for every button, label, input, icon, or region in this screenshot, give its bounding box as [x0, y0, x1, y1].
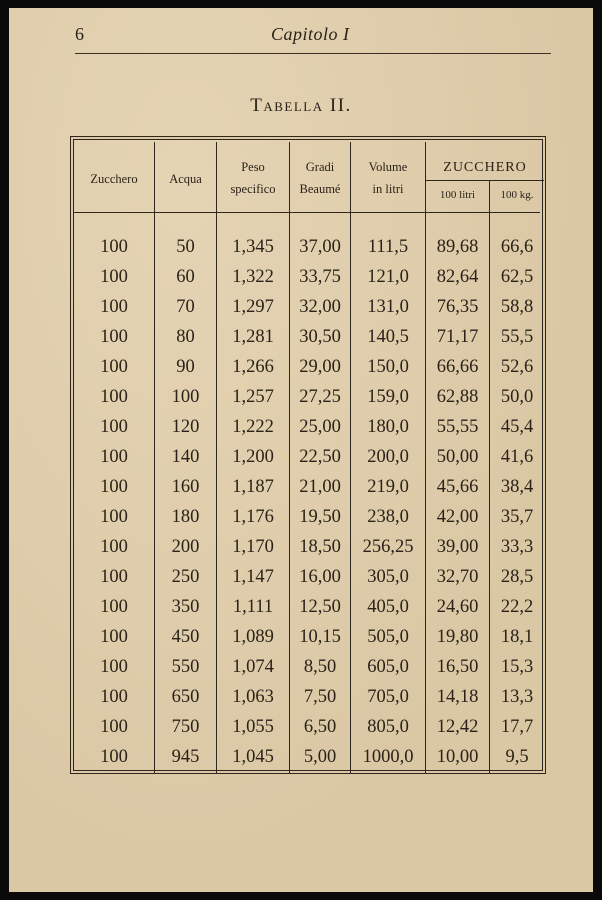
cell-acqua: 140 [171, 447, 200, 467]
cell-peso: 1,187 [232, 477, 274, 497]
cell-acqua: 350 [171, 597, 200, 617]
cell-peso: 1,089 [232, 627, 274, 647]
header-rule [75, 53, 551, 54]
cell-peso: 1,297 [232, 297, 274, 317]
cell-litri: 66,66 [436, 357, 479, 377]
cell-peso: 1,200 [232, 447, 274, 467]
cell-litri: 24,60 [436, 597, 479, 617]
cell-gradi: 33,75 [299, 267, 341, 287]
cell-acqua: 50 [176, 237, 195, 257]
cell-peso: 1,055 [232, 717, 274, 737]
cell-litri: 50,00 [436, 447, 479, 467]
table-row [70, 382, 544, 412]
cell-kg: 58,8 [500, 297, 534, 317]
table-row [70, 712, 544, 742]
cell-peso: 1,281 [232, 327, 274, 347]
table-row [70, 622, 544, 652]
cell-peso: 1,176 [232, 507, 274, 527]
cell-zucchero: 100 [100, 417, 128, 437]
table-row [70, 682, 544, 712]
cell-litri: 55,55 [436, 417, 479, 437]
cell-zucchero: 100 [100, 507, 128, 527]
cell-gradi: 8,50 [303, 657, 337, 677]
cell-gradi: 12,50 [299, 597, 341, 617]
cell-volume: 200,0 [367, 447, 409, 467]
cell-gradi: 30,50 [299, 327, 341, 347]
table-row [70, 562, 544, 592]
cell-litri: 89,68 [436, 237, 479, 257]
cell-volume: 505,0 [367, 627, 409, 647]
cell-zucchero: 100 [100, 537, 128, 557]
col-header-100-litri: 100 litri [439, 189, 476, 201]
cell-kg: 9,5 [505, 747, 529, 767]
cell-litri: 19,80 [436, 627, 479, 647]
cell-zucchero: 100 [100, 477, 128, 497]
cell-acqua: 750 [171, 717, 200, 737]
cell-zucchero: 100 [100, 687, 128, 707]
cell-peso: 1,266 [232, 357, 274, 377]
table-row [70, 262, 544, 292]
cell-kg: 45,4 [500, 417, 534, 437]
cell-gradi: 22,50 [299, 447, 341, 467]
cell-litri: 82,64 [436, 267, 479, 287]
col-header-acqua: Acqua [169, 172, 202, 186]
cell-acqua: 80 [176, 327, 195, 347]
cell-acqua: 550 [171, 657, 200, 677]
cell-kg: 15,3 [500, 657, 534, 677]
cell-gradi: 29,00 [299, 357, 341, 377]
cell-zucchero: 100 [100, 657, 128, 677]
cell-peso: 1,257 [232, 387, 274, 407]
cell-volume: 605,0 [367, 657, 409, 677]
col-header-zucchero-group: ZUCCHERO [443, 160, 527, 175]
table-row [70, 292, 544, 322]
cell-volume: 219,0 [367, 477, 409, 497]
table-row [70, 442, 544, 472]
cell-peso: 1,170 [232, 537, 274, 557]
cell-acqua: 100 [171, 387, 200, 407]
cell-kg: 66,6 [500, 237, 534, 257]
cell-volume: 150,0 [367, 357, 409, 377]
table-row [70, 412, 544, 442]
cell-acqua: 200 [171, 537, 200, 557]
cell-kg: 18,1 [500, 627, 534, 647]
cell-gradi: 18,50 [299, 537, 341, 557]
cell-gradi: 7,50 [303, 687, 337, 707]
table-row [70, 322, 544, 352]
cell-litri: 45,66 [436, 477, 479, 497]
cell-acqua: 250 [171, 567, 200, 587]
cell-volume: 159,0 [367, 387, 409, 407]
cell-acqua: 70 [176, 297, 195, 317]
cell-kg: 41,6 [500, 447, 534, 467]
cell-zucchero: 100 [100, 597, 128, 617]
cell-zucchero: 100 [100, 357, 128, 377]
cell-gradi: 10,15 [299, 627, 341, 647]
table-title: Tabella II. [250, 95, 352, 116]
cell-zucchero: 100 [100, 447, 128, 467]
col-header-volume-sub: in litri [372, 182, 404, 196]
cell-peso: 1,322 [232, 267, 274, 287]
table-row [70, 592, 544, 622]
cell-volume: 305,0 [367, 567, 409, 587]
cell-peso: 1,074 [232, 657, 274, 677]
cell-gradi: 19,50 [299, 507, 341, 527]
cell-peso: 1,111 [232, 597, 274, 617]
cell-kg: 33,3 [500, 537, 534, 557]
cell-zucchero: 100 [100, 297, 128, 317]
cell-acqua: 160 [171, 477, 200, 497]
cell-kg: 38,4 [500, 477, 534, 497]
cell-kg: 52,6 [500, 357, 534, 377]
cell-volume: 705,0 [367, 687, 409, 707]
cell-volume: 140,5 [367, 327, 409, 347]
cell-kg: 55,5 [500, 327, 534, 347]
cell-kg: 28,5 [500, 567, 534, 587]
cell-acqua: 650 [171, 687, 200, 707]
cell-volume: 111,5 [367, 237, 409, 257]
cell-volume: 121,0 [367, 267, 409, 287]
cell-volume: 238,0 [367, 507, 409, 527]
cell-volume: 131,0 [367, 297, 409, 317]
cell-volume: 180,0 [367, 417, 409, 437]
cell-zucchero: 100 [100, 567, 128, 587]
table-row [70, 352, 544, 382]
cell-acqua: 450 [171, 627, 200, 647]
page-number: 6 [75, 24, 84, 44]
header-bottom-rule [74, 212, 540, 213]
cell-volume: 405,0 [367, 597, 409, 617]
col-header-zucchero: Zucchero [90, 172, 138, 186]
table-row [70, 652, 544, 682]
cell-kg: 22,2 [500, 597, 534, 617]
cell-litri: 42,00 [436, 507, 479, 527]
cell-litri: 14,18 [436, 687, 479, 707]
cell-peso: 1,222 [232, 417, 274, 437]
cell-litri: 12,42 [436, 717, 479, 737]
cell-kg: 13,3 [500, 687, 534, 707]
cell-zucchero: 100 [100, 237, 128, 257]
cell-zucchero: 100 [100, 267, 128, 287]
cell-acqua: 180 [171, 507, 200, 527]
col-header-peso-sub: specifico [230, 182, 276, 196]
running-head: Capitolo I [271, 24, 350, 44]
cell-kg: 62,5 [500, 267, 534, 287]
col-header-gradi-sub: Beaumé [299, 182, 341, 196]
table-row [70, 742, 544, 772]
col-header-100-kg: 100 kg. [500, 189, 534, 201]
cell-litri: 62,88 [436, 387, 479, 407]
col-header-gradi: Gradi [305, 160, 335, 174]
cell-litri: 32,70 [436, 567, 479, 587]
group-rule [425, 180, 544, 181]
cell-zucchero: 100 [100, 327, 128, 347]
cell-gradi: 25,00 [299, 417, 341, 437]
cell-litri: 10,00 [436, 747, 479, 767]
cell-gradi: 37,00 [299, 237, 341, 257]
cell-volume: 256,25 [362, 537, 414, 557]
cell-litri: 39,00 [436, 537, 479, 557]
col-header-volume: Volume [368, 160, 408, 174]
table-row [70, 472, 544, 502]
cell-acqua: 945 [171, 747, 200, 767]
cell-zucchero: 100 [100, 747, 128, 767]
cell-gradi: 5,00 [303, 747, 337, 767]
cell-litri: 76,35 [436, 297, 479, 317]
cell-gradi: 27,25 [299, 387, 341, 407]
cell-kg: 35,7 [500, 507, 534, 527]
cell-litri: 71,17 [436, 327, 479, 347]
cell-peso: 1,063 [232, 687, 274, 707]
cell-zucchero: 100 [100, 717, 128, 737]
cell-kg: 50,0 [500, 387, 534, 407]
cell-gradi: 6,50 [303, 717, 337, 737]
page-header [9, 8, 593, 58]
cell-volume: 1000,0 [362, 747, 414, 767]
cell-gradi: 21,00 [299, 477, 341, 497]
cell-kg: 17,7 [500, 717, 534, 737]
cell-zucchero: 100 [100, 627, 128, 647]
cell-zucchero: 100 [100, 387, 128, 407]
col-header-peso: Peso [241, 160, 265, 174]
cell-peso: 1,345 [232, 237, 274, 257]
cell-acqua: 90 [176, 357, 195, 377]
table-row [70, 532, 544, 562]
cell-volume: 805,0 [367, 717, 409, 737]
table-row [70, 232, 544, 262]
cell-gradi: 16,00 [299, 567, 341, 587]
cell-peso: 1,147 [232, 567, 274, 587]
cell-acqua: 60 [176, 267, 195, 287]
cell-litri: 16,50 [436, 657, 479, 677]
cell-gradi: 32,00 [299, 297, 341, 317]
cell-peso: 1,045 [232, 747, 274, 767]
cell-acqua: 120 [171, 417, 200, 437]
table-row [70, 502, 544, 532]
